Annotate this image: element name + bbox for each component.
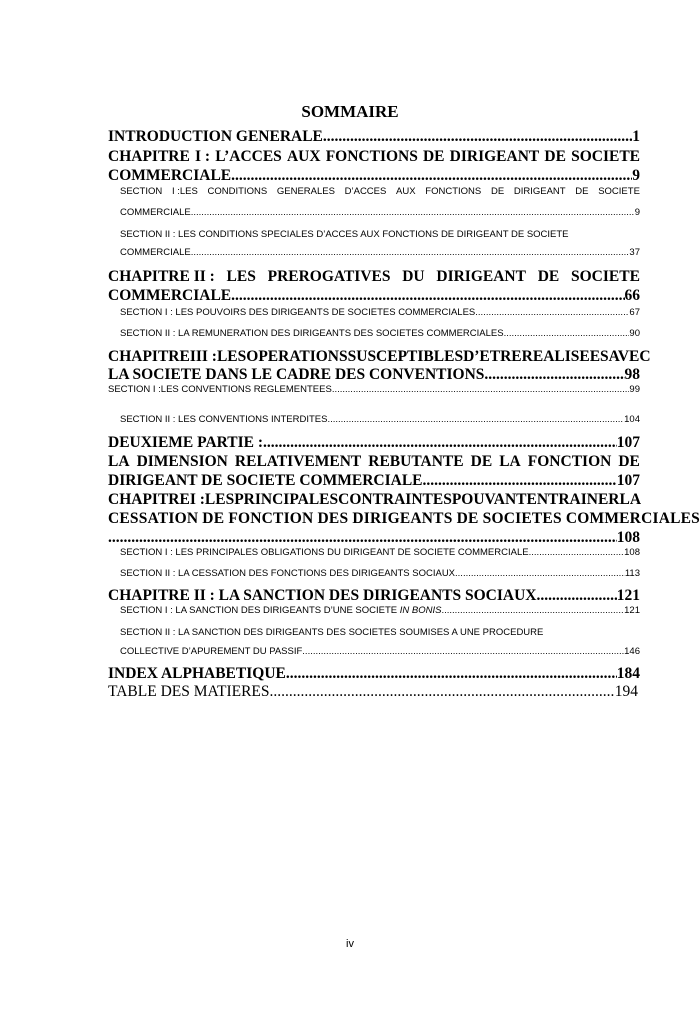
toc-entry-ch5-section-2-line2[interactable]: COLLECTIVE D’APUREMENT DU PASSIF ..... 146: [108, 646, 640, 657]
toc-entry-chapter-4-line3[interactable]: ..... 108: [108, 529, 640, 547]
toc-entry-chapter-4-line2[interactable]: CESSATION DE FONCTION DES DIRIGEANTS DE SOCIETES COMMERCIALES: [108, 510, 700, 527]
toc-entry-chapter-3-line2[interactable]: LA SOCIETE DANS LE CADRE DES CONVENTIONS ..... 98: [108, 366, 640, 384]
toc-entry-ch2-section-2[interactable]: SECTION II : LA REMUNERATION DES DIRIGEANTS DES SOCIETES COMMERCIALES ..... 90: [108, 328, 640, 339]
toc-entry-ch1-section-1-line2[interactable]: COMMERCIALE ..... 9: [108, 207, 640, 218]
toc-entry-part-2-line2[interactable]: LA DIMENSION RELATIVEMENT REBUTANTE DE LA FONCTION DE: [108, 453, 640, 470]
page-title: SOMMAIRE: [301, 102, 399, 121]
toc-entry-introduction[interactable]: INTRODUCTION GENERALE ..... 1: [108, 128, 640, 146]
toc-entry-ch4-section-2[interactable]: SECTION II : LA CESSATION DES FONCTIONS DES DIRIGEANTS SOCIAUX ..... 113: [108, 568, 640, 579]
toc-entry-chapter-2-line1[interactable]: CHAPITRE II : LES PREROGATIVES DU DIRIGEANT DE SOCIETE: [108, 268, 640, 285]
toc-entry-ch2-section-1[interactable]: SECTION I : LES POUVOIRS DES DIRIGEANTS DE SOCIETES COMMERCIALES ..... 67: [108, 307, 640, 318]
toc-entry-ch3-section-2[interactable]: SECTION II : LES CONVENTIONS INTERDITES ..... 104: [108, 414, 640, 425]
toc-entry-chapter-4-line1[interactable]: CHAPITRE I : LES PRINCIPALES CONTRAINTES POUVANT ENTRAINER LA: [108, 491, 642, 508]
toc-entry-ch5-section-2-line1[interactable]: SECTION II : LA SANCTION DES DIRIGEANTS DES SOCIETES SOUMISES A UNE PROCEDURE: [120, 627, 544, 638]
toc-entry-chapter-1-line2[interactable]: COMMERCIALE ..... 9: [108, 167, 640, 185]
toc-entry-ch5-section-1[interactable]: SECTION I : LA SANCTION DES DIRIGEANTS D’UNE SOCIETE IN BONIS ..... 121: [108, 605, 640, 616]
toc-entry-chapter-1-line1[interactable]: CHAPITRE I : L’ACCES AUX FONCTIONS DE DIRIGEANT DE SOCIETE: [108, 148, 640, 165]
toc-entry-index[interactable]: INDEX ALPHABETIQUE ..... 184: [108, 665, 640, 683]
toc-entry-chapter-5[interactable]: CHAPITRE II : LA SANCTION DES DIRIGEANTS SOCIAUX ..... 121: [108, 587, 640, 605]
toc-entry-table-des-matieres[interactable]: TABLE DES MATIERES ..... 194: [108, 683, 638, 701]
toc-entry-chapter-3-line1[interactable]: CHAPITRE III : LES OPERATIONS SUSCEPTIBLES D’ETRE REALISEES AVEC: [108, 348, 651, 365]
toc-entry-chapter-2-line2[interactable]: COMMERCIALE ..... 66: [108, 287, 640, 305]
page-number-footer: iv: [346, 938, 354, 950]
toc-entry-ch1-section-2-line1[interactable]: SECTION II : LES CONDITIONS SPECIALES D’ACCES AUX FONCTIONS DE DIRIGEANT DE SOCIETE: [120, 229, 569, 240]
toc-entry-ch4-section-1[interactable]: SECTION I : LES PRINCIPALES OBLIGATIONS DU DIRIGEANT DE SOCIETE COMMERCIALE ..... 108: [108, 547, 640, 558]
toc-entry-ch3-section-1[interactable]: SECTION I :LES CONVENTIONS REGLEMENTEES ..... 99: [108, 384, 640, 395]
toc-entry-part-2-line3[interactable]: DIRIGEANT DE SOCIETE COMMERCIALE ..... 107: [108, 472, 640, 490]
toc-entry-ch1-section-1-line1[interactable]: SECTION I :LES CONDITIONS GENERALES D’ACCES AUX FONCTIONS DE DIRIGEANT DE SOCIETE: [120, 186, 640, 197]
toc-entry-ch1-section-2-line2[interactable]: COMMERCIALE ..... 37: [108, 247, 640, 258]
toc-entry-part-2[interactable]: DEUXIEME PARTIE : ..... 107: [108, 434, 640, 452]
